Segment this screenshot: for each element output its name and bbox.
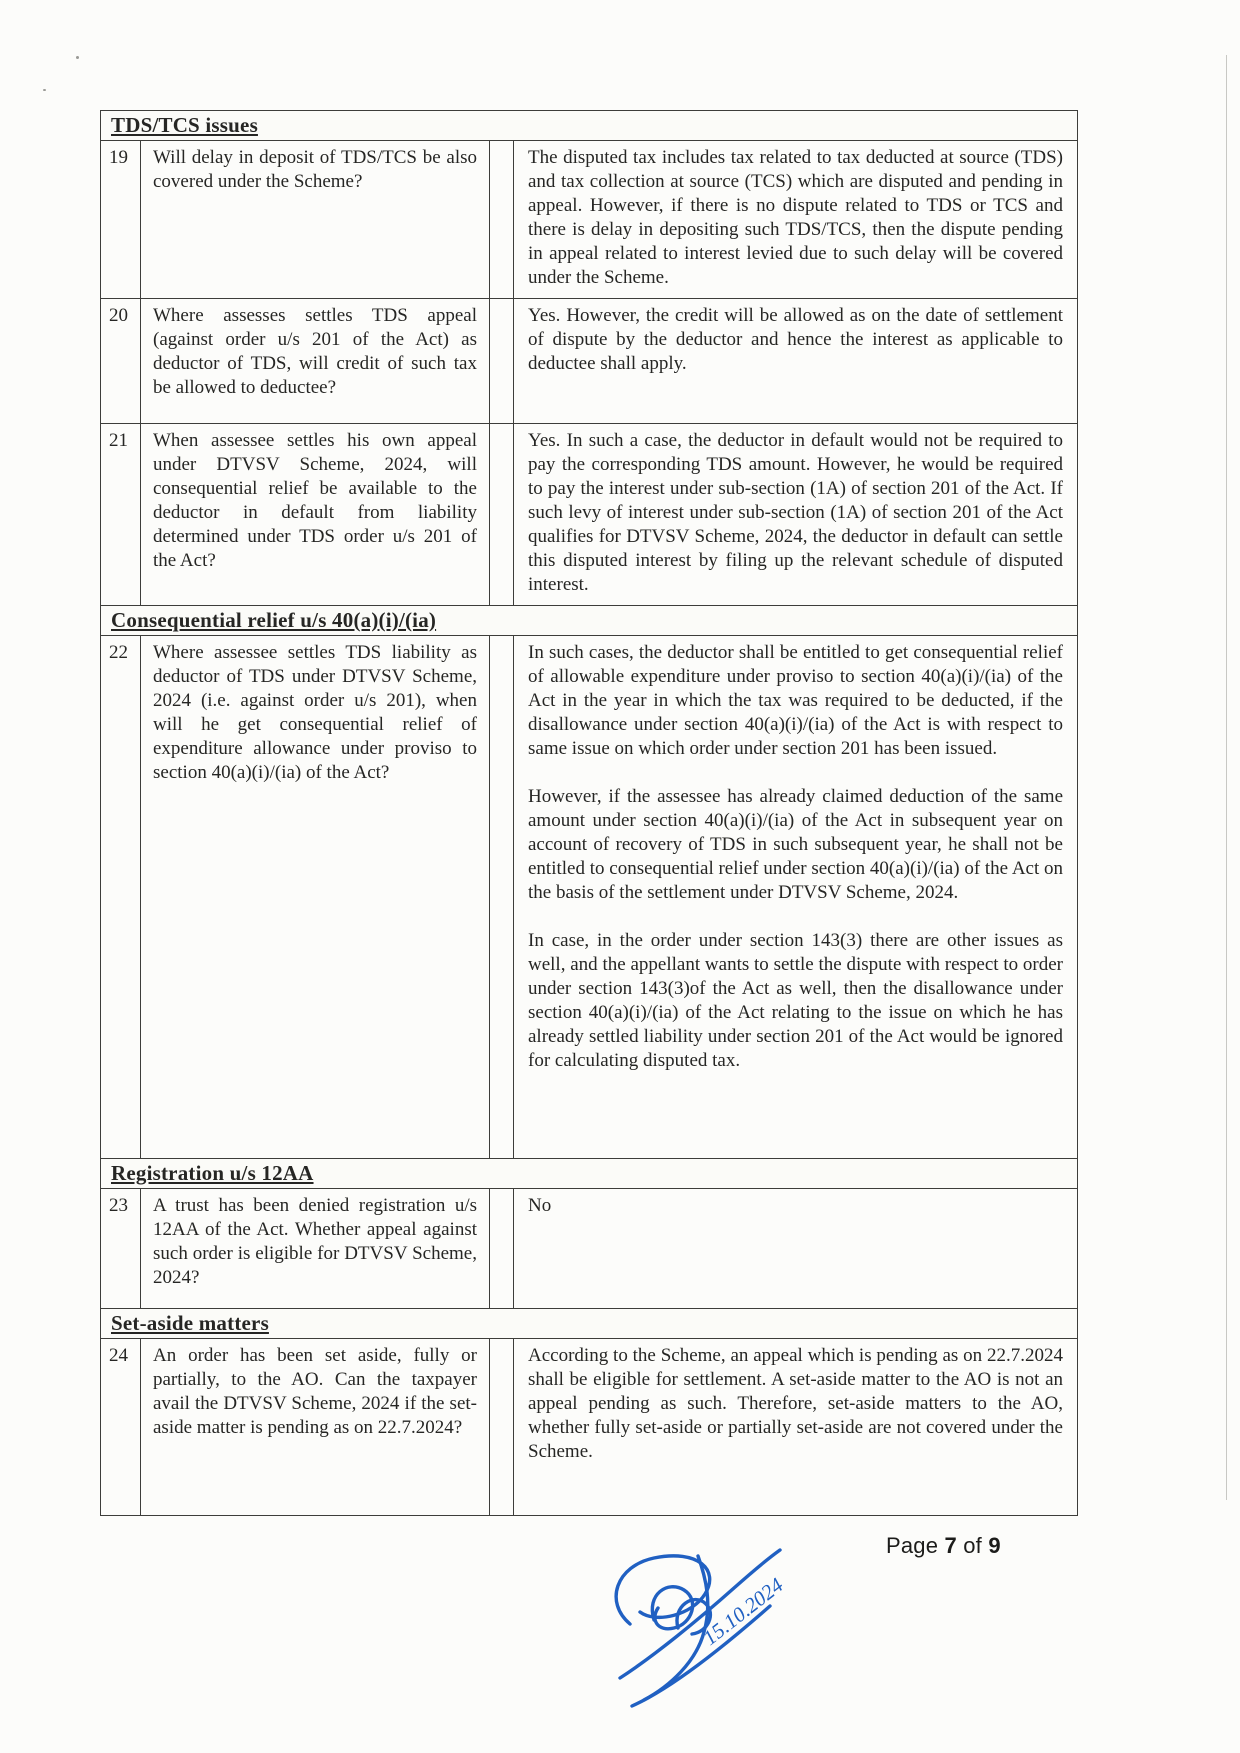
question-text: An order has been set aside, fully or partially, to the AO. Can the taxpayer avail the DTVSV Scheme, 2024 if the set-aside matter is pending as on 22.7.2024? [141,1339,490,1515]
question-number: 24 [101,1339,141,1515]
spacer-column [490,141,514,298]
question-number: 21 [101,424,141,605]
spacer-column [490,636,514,1158]
answer-paragraph: In such cases, the deductor shall be entitled to get consequential relief of allowable expenditure under proviso to section 40(a)(i)/(ia) of the Act in the year in which the tax was required to be deducted, if the disallowance under section 40(a)(i)/(ia) of the Act is with respect to same issue on which order under section 201 has been issued. [528,642,1063,759]
answer-text [514,299,1077,423]
table-row-q21 [101,423,1077,605]
page-number: 7 [944,1533,957,1558]
handwritten-signature [602,1528,852,1738]
page-word: Page [886,1533,939,1558]
question-text: When assessee settles his own appeal under DTVSV Scheme, 2024, will consequential relief be available to the deductor in default from liability determined under TDS order u/s 201 of the Act? [141,424,490,605]
table-row-q19 [101,140,1077,298]
question-text: Where assesses settles TDS appeal (against order u/s 201 of the Act) as deductor of TDS, will credit of such tax be allowed to deductee? [141,299,490,423]
section-header-set-aside-matters [101,1308,1077,1338]
question-number: 20 [101,299,141,423]
question-text: Will delay in deposit of TDS/TCS be also covered under the Scheme? [141,141,490,298]
spacer-column [490,1189,514,1308]
answer-text [514,1339,1077,1515]
section-title: Registration u/s 12AA [111,1160,314,1185]
scan-speck [43,89,46,91]
answer-paragraph: Yes. In such a case, the deductor in default would not be required to pay the corresponding TDS amount. However, he would be required to pay the interest under sub-section (1A) of section 201 of the Act. If such levy of interest under sub-section (1A) of section 201 of the Act qualifies for DTVSV Scheme, 2024, the deductor in default can settle this disputed interest by filing up the relevant schedule of disputed interest. [528,430,1063,595]
question-number: 19 [101,141,141,298]
scan-speck [76,56,79,59]
spacer-column [490,299,514,423]
table-row-q24 [101,1338,1077,1515]
faq-table [100,110,1078,1516]
question-number: 23 [101,1189,141,1308]
answer-text [514,141,1077,298]
section-title: TDS/TCS issues [111,112,258,137]
section-header-tds-tcs [101,111,1077,140]
signature-loop [652,1587,692,1629]
of-word: of [963,1533,982,1558]
answer-paragraph: The disputed tax includes tax related to tax deducted at source (TDS) and tax collection at source (TCS) which are disputed and pending in appeal. However, if there is no dispute related to TDS or TCS and there is delay in depositing such TDS/TCS, then the dispute pending in appeal related to interest levied due to such delay will be covered under the Scheme. [528,147,1063,288]
answer-paragraph: No [528,1195,552,1216]
section-header-consequential-relief [101,605,1077,635]
signature-date: 15.10.2024 [698,1572,788,1650]
answer-paragraph: According to the Scheme, an appeal which is pending as on 22.7.2024 shall be eligible for settlement. A set-aside matter to the AO is not an appeal pending as such. Therefore, set-aside matters to the AO, whether fully set-aside or partially set-aside are not covered under the Scheme. [528,1345,1063,1462]
table-row-q20 [101,298,1077,423]
question-number: 22 [101,636,141,1158]
answer-paragraph: In case, in the order under section 143(3) there are other issues as well, and the appellant wants to settle the dispute with respect to order under section 143(3)of the Act as well, then the disallowance under section 40(a)(i)/(ia) of the Act relating to the issue on which he has already settled liability under section 201 of the Act would be ignored for calculating disputed tax. [528,930,1063,1071]
section-title: Consequential relief u/s 40(a)(i)/(ia) [111,607,437,632]
question-text: A trust has been denied registration u/s 12AA of the Act. Whether appeal against such order is eligible for DTVSV Scheme, 2024? [141,1189,490,1308]
answer-text [514,1189,1077,1308]
question-text: Where assessee settles TDS liability as deductor of TDS under DTVSV Scheme, 2024 (i.e. against order u/s 201), when will he get consequential relief of expenditure allowance under proviso to section 40(a)(i)/(ia) of the Act? [141,636,490,1158]
scan-edge-line [1226,55,1227,1500]
page-indicator [886,1533,1001,1559]
spacer-column [490,424,514,605]
answer-paragraph: However, if the assessee has already claimed deduction of the same amount under section 40(a)(i)/(ia) of the Act in subsequent year on account of recovery of TDS in such subsequent year, he shall not be entitled to consequential relief under section 40(a)(i)/(ia) of the Act on the basis of the settlement under DTVSV Scheme, 2024. [528,786,1063,903]
table-row-q22 [101,635,1077,1158]
spacer-column [490,1339,514,1515]
table-row-q23 [101,1188,1077,1308]
section-header-registration-12aa [101,1158,1077,1188]
answer-paragraph: Yes. However, the credit will be allowed as on the date of settlement of dispute by the deductor and hence the interest as applicable to deductee shall apply. [528,305,1063,374]
answer-text [514,424,1077,605]
section-title: Set-aside matters [111,1310,269,1335]
total-pages: 9 [988,1533,1001,1558]
answer-text [514,636,1077,1158]
